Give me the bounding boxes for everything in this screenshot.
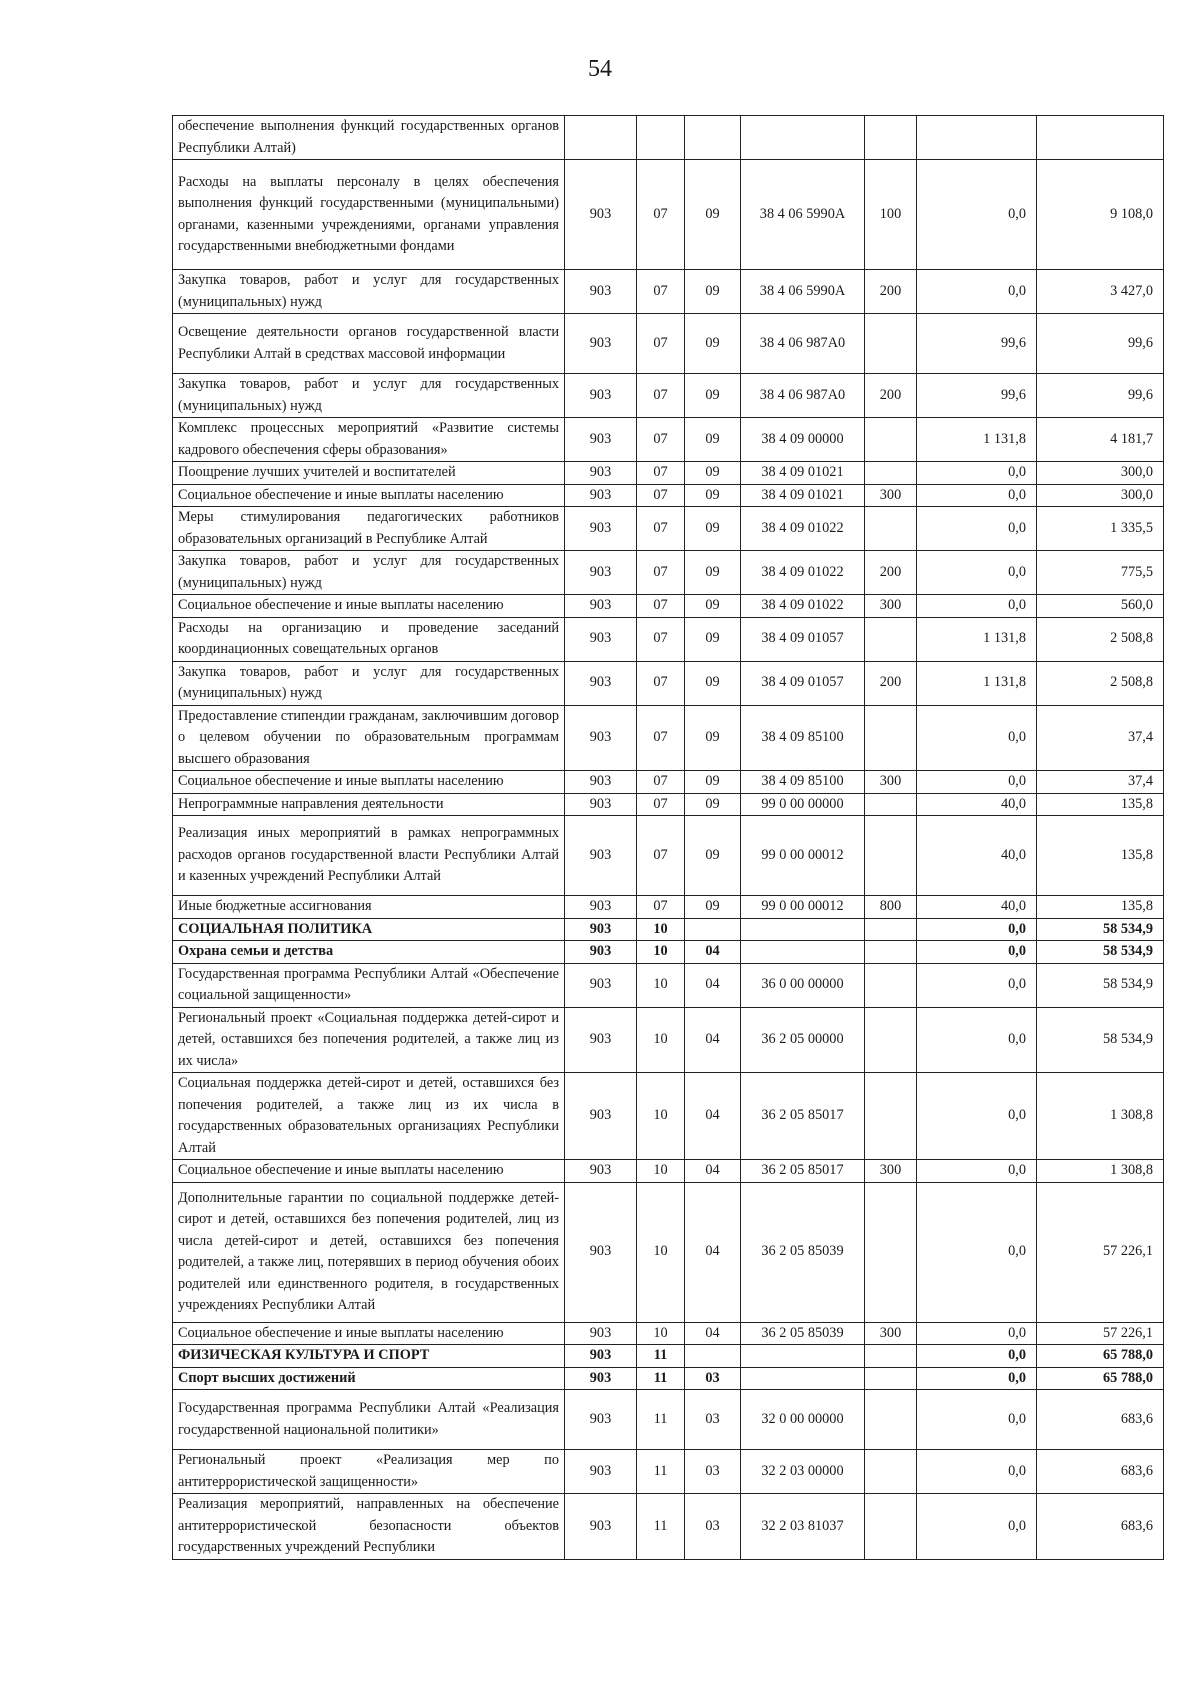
expense-type-code: 200: [865, 374, 917, 418]
budget-table: [172, 115, 1164, 1560]
section-code: 10: [637, 1160, 685, 1183]
row-name: ФИЗИЧЕСКАЯ КУЛЬТУРА И СПОРТ: [173, 1345, 565, 1368]
amount-2: 65 788,0: [1037, 1367, 1164, 1390]
amount-1: 0,0: [917, 160, 1037, 270]
amount-2: [1037, 116, 1164, 160]
row-name: обеспечение выполнения функций государственных органов Республики Алтай): [173, 116, 565, 160]
target-article-code: 36 2 05 85039: [741, 1182, 865, 1322]
amount-1: 0,0: [917, 1390, 1037, 1450]
section-code: 07: [637, 595, 685, 618]
subsection-code: [685, 918, 741, 941]
section-code: 10: [637, 1182, 685, 1322]
subsection-code: 04: [685, 1007, 741, 1073]
table-row: [173, 771, 1164, 794]
target-article-code: [741, 941, 865, 964]
subsection-code: 09: [685, 661, 741, 705]
subsection-code: 09: [685, 374, 741, 418]
table-row: [173, 116, 1164, 160]
section-code: 11: [637, 1450, 685, 1494]
expense-type-code: 300: [865, 484, 917, 507]
target-article-code: [741, 918, 865, 941]
target-article-code: 36 2 05 85039: [741, 1322, 865, 1345]
amount-2: 65 788,0: [1037, 1345, 1164, 1368]
amount-1: [917, 116, 1037, 160]
row-name: Социальное обеспечение и иные выплаты населению: [173, 595, 565, 618]
table-row: [173, 963, 1164, 1007]
amount-2: 2 508,8: [1037, 617, 1164, 661]
amount-1: 0,0: [917, 1345, 1037, 1368]
amount-2: 99,6: [1037, 374, 1164, 418]
section-code: 11: [637, 1367, 685, 1390]
admin-code: 903: [565, 941, 637, 964]
subsection-code: 09: [685, 771, 741, 794]
row-name: Социальное обеспечение и иные выплаты населению: [173, 484, 565, 507]
section-code: 10: [637, 1322, 685, 1345]
admin-code: 903: [565, 1073, 637, 1160]
amount-1: 0,0: [917, 1073, 1037, 1160]
section-code: 07: [637, 617, 685, 661]
admin-code: 903: [565, 418, 637, 462]
row-name: Закупка товаров, работ и услуг для государственных (муниципальных) нужд: [173, 374, 565, 418]
table-row: [173, 418, 1164, 462]
amount-2: 683,6: [1037, 1390, 1164, 1450]
subsection-code: 09: [685, 705, 741, 771]
subsection-code: 09: [685, 896, 741, 919]
table-row: [173, 705, 1164, 771]
row-name: Социальная поддержка детей-сирот и детей, оставшихся без попечения родителей, а также лиц из их числа в государственных образовательных организациях Республики Алтай: [173, 1073, 565, 1160]
row-name: Региональный проект «Реализация мер по антитеррористической защищенности»: [173, 1450, 565, 1494]
table-row: [173, 270, 1164, 314]
table-row: [173, 1007, 1164, 1073]
table-row: [173, 1182, 1164, 1322]
target-article-code: 38 4 06 987A0: [741, 374, 865, 418]
target-article-code: 36 2 05 00000: [741, 1007, 865, 1073]
amount-1: 1 131,8: [917, 617, 1037, 661]
table-row: [173, 816, 1164, 896]
expense-type-code: [865, 918, 917, 941]
amount-1: 0,0: [917, 507, 1037, 551]
amount-2: 560,0: [1037, 595, 1164, 618]
table-row: [173, 617, 1164, 661]
amount-1: 40,0: [917, 896, 1037, 919]
target-article-code: [741, 1367, 865, 1390]
amount-1: 0,0: [917, 1007, 1037, 1073]
expense-type-code: 300: [865, 771, 917, 794]
amount-2: 1 308,8: [1037, 1160, 1164, 1183]
subsection-code: 09: [685, 507, 741, 551]
table-row: [173, 374, 1164, 418]
section-code: 07: [637, 816, 685, 896]
section-code: 07: [637, 507, 685, 551]
row-name: Меры стимулирования педагогических работников образовательных организаций в Республике Алтай: [173, 507, 565, 551]
row-name: Реализация иных мероприятий в рамках непрограммных расходов органов государственной власти Республики Алтай и казенных учреждений Республики Алтай: [173, 816, 565, 896]
target-article-code: 38 4 09 01022: [741, 551, 865, 595]
section-code: 11: [637, 1345, 685, 1368]
subsection-code: [685, 116, 741, 160]
amount-1: 0,0: [917, 1322, 1037, 1345]
target-article-code: 36 2 05 85017: [741, 1073, 865, 1160]
expense-type-code: [865, 1007, 917, 1073]
row-name: Закупка товаров, работ и услуг для государственных (муниципальных) нужд: [173, 661, 565, 705]
row-name: Государственная программа Республики Алтай «Реализация государственной национальной политики»: [173, 1390, 565, 1450]
admin-code: 903: [565, 160, 637, 270]
table-row: [173, 551, 1164, 595]
target-article-code: 38 4 09 01057: [741, 617, 865, 661]
amount-1: 0,0: [917, 941, 1037, 964]
row-name: Социальное обеспечение и иные выплаты населению: [173, 771, 565, 794]
expense-type-code: 200: [865, 551, 917, 595]
row-name: Реализация мероприятий, направленных на обеспечение антитеррористической безопасности объектов государственных учреждений Республики: [173, 1494, 565, 1560]
target-article-code: 38 4 09 01057: [741, 661, 865, 705]
target-article-code: 38 4 06 5990A: [741, 160, 865, 270]
amount-1: 0,0: [917, 705, 1037, 771]
row-name: Спорт высших достижений: [173, 1367, 565, 1390]
amount-1: 0,0: [917, 771, 1037, 794]
target-article-code: 38 4 09 00000: [741, 418, 865, 462]
section-code: 11: [637, 1390, 685, 1450]
admin-code: [565, 116, 637, 160]
section-code: 07: [637, 896, 685, 919]
subsection-code: 09: [685, 462, 741, 485]
row-name: Непрограммные направления деятельности: [173, 793, 565, 816]
section-code: 07: [637, 418, 685, 462]
section-code: 07: [637, 661, 685, 705]
table-row: [173, 595, 1164, 618]
expense-type-code: [865, 1494, 917, 1560]
subsection-code: 09: [685, 270, 741, 314]
table-row: [173, 1345, 1164, 1368]
section-code: 07: [637, 484, 685, 507]
amount-1: 40,0: [917, 816, 1037, 896]
target-article-code: 38 4 06 5990A: [741, 270, 865, 314]
row-name: Расходы на организацию и проведение заседаний координационных совещательных органов: [173, 617, 565, 661]
section-code: 10: [637, 963, 685, 1007]
admin-code: 903: [565, 462, 637, 485]
expense-type-code: [865, 418, 917, 462]
amount-1: 0,0: [917, 1182, 1037, 1322]
target-article-code: 38 4 09 85100: [741, 771, 865, 794]
admin-code: 903: [565, 1450, 637, 1494]
expense-type-code: 200: [865, 270, 917, 314]
target-article-code: 36 0 00 00000: [741, 963, 865, 1007]
table-row: [173, 1450, 1164, 1494]
target-article-code: 38 4 06 987A0: [741, 314, 865, 374]
expense-type-code: [865, 816, 917, 896]
subsection-code: 09: [685, 551, 741, 595]
amount-1: 0,0: [917, 1367, 1037, 1390]
table-row: [173, 1494, 1164, 1560]
admin-code: 903: [565, 963, 637, 1007]
admin-code: 903: [565, 270, 637, 314]
target-article-code: 32 2 03 00000: [741, 1450, 865, 1494]
subsection-code: 04: [685, 1182, 741, 1322]
target-article-code: 99 0 00 00012: [741, 896, 865, 919]
amount-2: 1 308,8: [1037, 1073, 1164, 1160]
expense-type-code: [865, 507, 917, 551]
expense-type-code: 100: [865, 160, 917, 270]
row-name: Предоставление стипендии гражданам, заключившим договор о целевом обучении по образовательным программам высшего образования: [173, 705, 565, 771]
row-name: Региональный проект «Социальная поддержка детей-сирот и детей, оставшихся без попечения родителей, а также лиц из их числа»: [173, 1007, 565, 1073]
row-name: Социальное обеспечение и иные выплаты населению: [173, 1160, 565, 1183]
section-code: 07: [637, 314, 685, 374]
amount-1: 0,0: [917, 270, 1037, 314]
amount-2: 3 427,0: [1037, 270, 1164, 314]
amount-2: 300,0: [1037, 484, 1164, 507]
section-code: 07: [637, 270, 685, 314]
section-code: [637, 116, 685, 160]
amount-2: 58 534,9: [1037, 941, 1164, 964]
amount-1: 0,0: [917, 484, 1037, 507]
section-code: 07: [637, 462, 685, 485]
amount-1: 0,0: [917, 551, 1037, 595]
expense-type-code: 300: [865, 1322, 917, 1345]
target-article-code: 36 2 05 85017: [741, 1160, 865, 1183]
expense-type-code: [865, 462, 917, 485]
subsection-code: 09: [685, 816, 741, 896]
subsection-code: 09: [685, 595, 741, 618]
target-article-code: 99 0 00 00000: [741, 793, 865, 816]
admin-code: 903: [565, 484, 637, 507]
table-row: [173, 918, 1164, 941]
admin-code: 903: [565, 816, 637, 896]
amount-2: 2 508,8: [1037, 661, 1164, 705]
target-article-code: [741, 116, 865, 160]
table-row: [173, 462, 1164, 485]
target-article-code: 32 2 03 81037: [741, 1494, 865, 1560]
amount-2: 135,8: [1037, 896, 1164, 919]
amount-2: 135,8: [1037, 816, 1164, 896]
table-row: [173, 1390, 1164, 1450]
amount-1: 99,6: [917, 374, 1037, 418]
admin-code: 903: [565, 896, 637, 919]
expense-type-code: [865, 1390, 917, 1450]
admin-code: 903: [565, 793, 637, 816]
amount-2: 9 108,0: [1037, 160, 1164, 270]
table-row: [173, 941, 1164, 964]
row-name: Поощрение лучших учителей и воспитателей: [173, 462, 565, 485]
row-name: Охрана семьи и детства: [173, 941, 565, 964]
target-article-code: 38 4 09 01021: [741, 484, 865, 507]
table-row: [173, 793, 1164, 816]
admin-code: 903: [565, 1182, 637, 1322]
subsection-code: 03: [685, 1390, 741, 1450]
expense-type-code: [865, 1367, 917, 1390]
table-row: [173, 314, 1164, 374]
admin-code: 903: [565, 705, 637, 771]
row-name: Социальное обеспечение и иные выплаты населению: [173, 1322, 565, 1345]
admin-code: 903: [565, 1367, 637, 1390]
amount-2: 1 335,5: [1037, 507, 1164, 551]
expense-type-code: [865, 1345, 917, 1368]
amount-1: 0,0: [917, 963, 1037, 1007]
amount-1: 0,0: [917, 1450, 1037, 1494]
amount-2: 300,0: [1037, 462, 1164, 485]
section-code: 10: [637, 918, 685, 941]
section-code: 10: [637, 1007, 685, 1073]
section-code: 07: [637, 551, 685, 595]
row-name: СОЦИАЛЬНАЯ ПОЛИТИКА: [173, 918, 565, 941]
admin-code: 903: [565, 1160, 637, 1183]
amount-1: 0,0: [917, 1160, 1037, 1183]
admin-code: 903: [565, 771, 637, 794]
amount-2: 37,4: [1037, 705, 1164, 771]
admin-code: 903: [565, 617, 637, 661]
admin-code: 903: [565, 1322, 637, 1345]
amount-1: 0,0: [917, 1494, 1037, 1560]
subsection-code: 04: [685, 963, 741, 1007]
amount-1: 1 131,8: [917, 661, 1037, 705]
expense-type-code: [865, 963, 917, 1007]
table-row: [173, 896, 1164, 919]
section-code: 07: [637, 771, 685, 794]
amount-1: 99,6: [917, 314, 1037, 374]
amount-2: 99,6: [1037, 314, 1164, 374]
amount-1: 0,0: [917, 918, 1037, 941]
subsection-code: 03: [685, 1494, 741, 1560]
target-article-code: 99 0 00 00012: [741, 816, 865, 896]
section-code: 10: [637, 941, 685, 964]
amount-2: 683,6: [1037, 1450, 1164, 1494]
subsection-code: 04: [685, 1160, 741, 1183]
amount-1: 0,0: [917, 462, 1037, 485]
section-code: 07: [637, 793, 685, 816]
row-name: Закупка товаров, работ и услуг для государственных (муниципальных) нужд: [173, 270, 565, 314]
target-article-code: 38 4 09 01022: [741, 507, 865, 551]
expense-type-code: [865, 617, 917, 661]
amount-2: 58 534,9: [1037, 918, 1164, 941]
amount-2: 58 534,9: [1037, 1007, 1164, 1073]
subsection-code: 09: [685, 617, 741, 661]
amount-2: 37,4: [1037, 771, 1164, 794]
amount-2: 775,5: [1037, 551, 1164, 595]
amount-2: 135,8: [1037, 793, 1164, 816]
row-name: Государственная программа Республики Алтай «Обеспечение социальной защищенности»: [173, 963, 565, 1007]
table-row: [173, 1073, 1164, 1160]
target-article-code: [741, 1345, 865, 1368]
amount-2: 58 534,9: [1037, 963, 1164, 1007]
subsection-code: [685, 1345, 741, 1368]
section-code: 07: [637, 374, 685, 418]
table-row: [173, 661, 1164, 705]
row-name: Закупка товаров, работ и услуг для государственных (муниципальных) нужд: [173, 551, 565, 595]
row-name: Комплекс процессных мероприятий «Развитие системы кадрового обеспечения сферы образования»: [173, 418, 565, 462]
amount-2: 57 226,1: [1037, 1322, 1164, 1345]
expense-type-code: 800: [865, 896, 917, 919]
table-row: [173, 484, 1164, 507]
row-name: Дополнительные гарантии по социальной поддержке детей-сирот и детей, оставшихся без попечения родителей, лиц из числа детей-сирот и детей, оставшихся без попечения родителей, а также лиц, потерявших в период обучения обоих родителей или единственного родителя, в государственных учреждениях Республики Алтай: [173, 1182, 565, 1322]
target-article-code: 32 0 00 00000: [741, 1390, 865, 1450]
admin-code: 903: [565, 918, 637, 941]
expense-type-code: [865, 705, 917, 771]
expense-type-code: [865, 793, 917, 816]
expense-type-code: [865, 1073, 917, 1160]
admin-code: 903: [565, 661, 637, 705]
section-code: 07: [637, 160, 685, 270]
row-name: Освещение деятельности органов государственной власти Республики Алтай в средствах массовой информации: [173, 314, 565, 374]
table-body: [173, 116, 1164, 1560]
subsection-code: 04: [685, 1073, 741, 1160]
amount-1: 40,0: [917, 793, 1037, 816]
amount-1: 1 131,8: [917, 418, 1037, 462]
subsection-code: 04: [685, 941, 741, 964]
row-name: Расходы на выплаты персоналу в целях обеспечения выполнения функций государственными (муниципальными) органами, казенными учреждениями, органами управления государственными внебюджетными фондами: [173, 160, 565, 270]
admin-code: 903: [565, 507, 637, 551]
table-row: [173, 1367, 1164, 1390]
subsection-code: 09: [685, 418, 741, 462]
expense-type-code: [865, 116, 917, 160]
admin-code: 903: [565, 374, 637, 418]
subsection-code: 09: [685, 314, 741, 374]
table-row: [173, 507, 1164, 551]
target-article-code: 38 4 09 01021: [741, 462, 865, 485]
expense-type-code: 300: [865, 595, 917, 618]
admin-code: 903: [565, 551, 637, 595]
section-code: 11: [637, 1494, 685, 1560]
amount-2: 57 226,1: [1037, 1182, 1164, 1322]
admin-code: 903: [565, 1390, 637, 1450]
table-row: [173, 1160, 1164, 1183]
expense-type-code: 200: [865, 661, 917, 705]
expense-type-code: [865, 941, 917, 964]
subsection-code: 09: [685, 484, 741, 507]
admin-code: 903: [565, 314, 637, 374]
section-code: 07: [637, 705, 685, 771]
subsection-code: 03: [685, 1450, 741, 1494]
admin-code: 903: [565, 1007, 637, 1073]
subsection-code: 04: [685, 1322, 741, 1345]
target-article-code: 38 4 09 85100: [741, 705, 865, 771]
page-number: 54: [588, 56, 612, 82]
expense-type-code: [865, 314, 917, 374]
expense-type-code: 300: [865, 1160, 917, 1183]
row-name: Иные бюджетные ассигнования: [173, 896, 565, 919]
subsection-code: 09: [685, 793, 741, 816]
subsection-code: 03: [685, 1367, 741, 1390]
amount-1: 0,0: [917, 595, 1037, 618]
admin-code: 903: [565, 1494, 637, 1560]
table-row: [173, 160, 1164, 270]
admin-code: 903: [565, 595, 637, 618]
expense-type-code: [865, 1182, 917, 1322]
table-row: [173, 1322, 1164, 1345]
subsection-code: 09: [685, 160, 741, 270]
amount-2: 4 181,7: [1037, 418, 1164, 462]
amount-2: 683,6: [1037, 1494, 1164, 1560]
admin-code: 903: [565, 1345, 637, 1368]
target-article-code: 38 4 09 01022: [741, 595, 865, 618]
expense-type-code: [865, 1450, 917, 1494]
section-code: 10: [637, 1073, 685, 1160]
